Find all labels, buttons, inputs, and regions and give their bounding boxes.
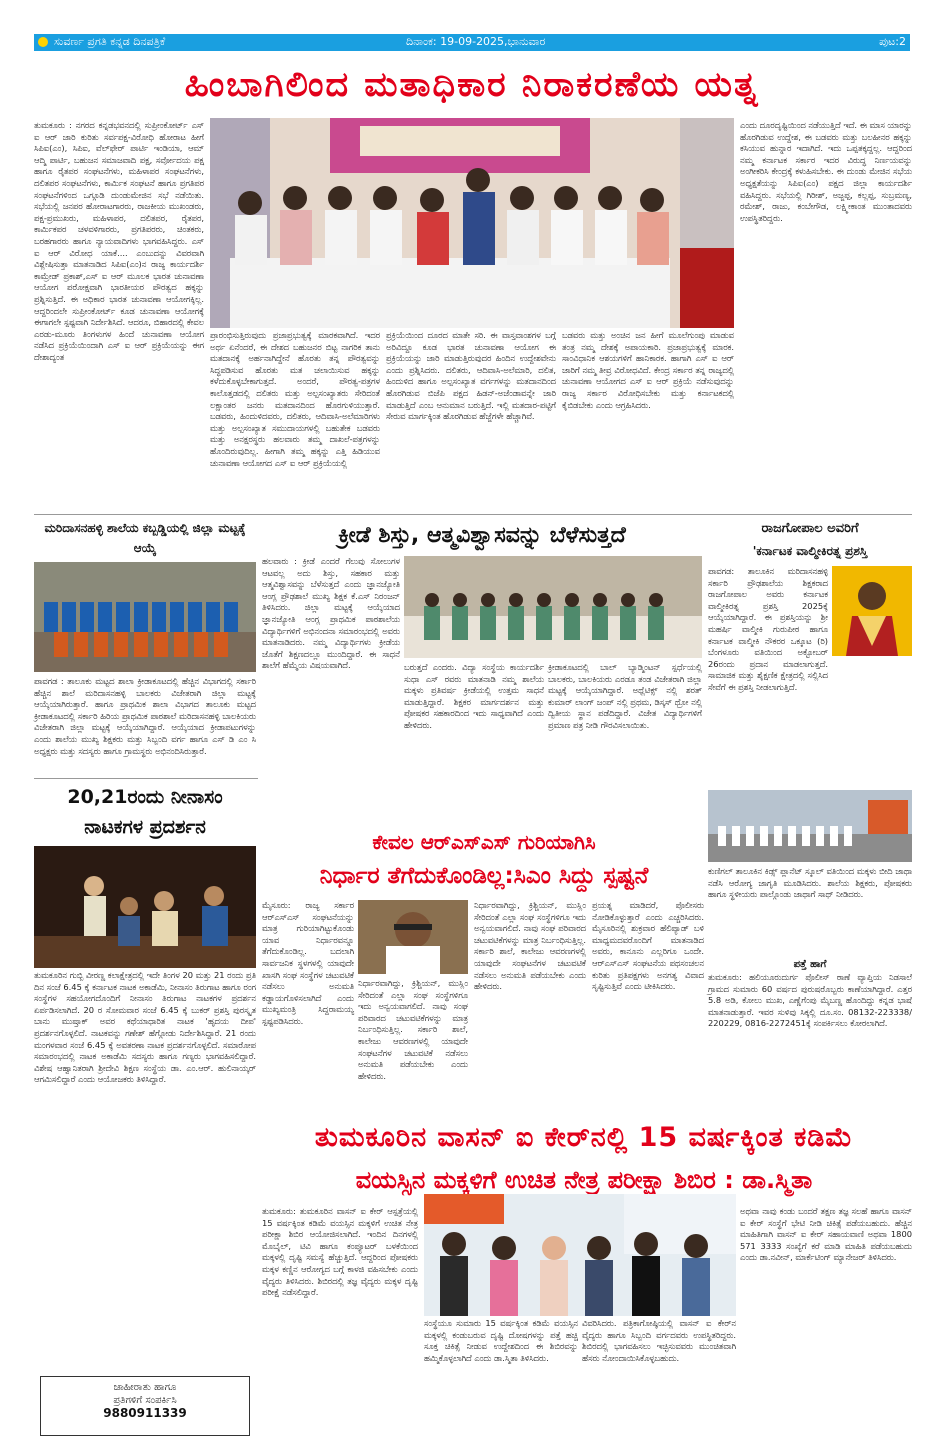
sports-col-1: ಹಲವಾರು : ಕ್ರೀಡೆ ಎಂದರೆ ಗೆಲುವು ಸೋಲುಗಳ ಆಟವಲ್ಲ ಅದು ಶಿಸ್ತು, ಸಹಕಾರ ಮತ್ತು ಆತ್ಮವಿಶ್ವಾಸವನ್ನು ಬೆಳೆಸುತ್ತದೆ ಎಂದು ಜ್ಞಾನಜ್ಯೋತಿ ಆಂಗ್ಲ ಪ್ರೌಢಶಾಲೆ ಮುಖ್ಯ ಶಿಕ್ಷಕ ಕೆ.ಎಸ್ ನಿರಂಜನ್ ತಿಳಿಸಿದರು. ಜಿಲ್ಲಾ ಮಟ್ಟಕ್ಕೆ ಆಯ್ಕೆಯಾದ ಜ್ಞಾನಜ್ಯೋತಿ ಆಂಗ್ಲ ಪ್ರಾಥಮಿಕ ಪಾಠಶಾಲೆಯ ವಿದ್ಯಾರ್ಥಿಗಳಿಗೆ ಅಭಿನಂದನಾ ಸಮಾರಂಭದಲ್ಲಿ ಅವರು ಮಾತನಾಡಿದರು. ನಮ್ಮ ವಿದ್ಯಾರ್ಥಿಗಳು ಕ್ರೀಡೆಯ ಜೊತೆಗೆ ಶಿಕ್ಷಣದಲ್ಲೂ ಮುಂದಿದ್ದಾರೆ. ಈ ಸಾಧನೆ ಶಾಲೆಗೆ ಹೆಮ್ಮೆಯ ವಿಷಯವಾಗಿದೆ. bbox=[262, 556, 400, 671]
sports-photo-illustration bbox=[404, 556, 702, 658]
kabaddi-team-photo bbox=[34, 562, 256, 672]
article-col-1: ತುಮಕೂರು : ನಗರದ ಕನ್ನಡಭವನದಲ್ಲಿ ಸುಪ್ರೀಂಕೋರ್ಟ್ ಎಸ್ ಐ ಆರ್ ಜಾರಿ ಕುರಿತು ಸರ್ವಪಕ್ಷ-ವಿರೋಧಿ ಹೋರಾಟ ಹೀಗೆ ಸಿಪಿಐ(ಎಂ), ಸಿಪಿಐ, ವೆಲ್‌ಫೇರ್ ಪಾರ್ಟಿ ಇಂಡಿಯಾ, ಆಮ್ ಆದ್ಮಿ ಪಾರ್ಟಿ, ಬಹುಜನ ಸಮಾಜವಾದಿ ಪಕ್ಷ, ಸರ್ವೋದಯ ಪಕ್ಷ ಹಾಗೂ ರೈತಪರ ಸಂಘಟನೆಗಳು, ಮಹಿಳಾಪರ ಸಂಘಟನೆಗಳು, ದಲಿತಪರ ಸಂಘಟನೆಗಳು, ಕಾರ್ಮಿಕ ಸಂಘಟನೆ ಹಾಗೂ ಪ್ರಗತಿಪರ ಸಂಘಟನೆಗಳಿಂದ ಒಗ್ಗೂಡಿ ದುಂಡುಮೇಜಿನ ಸಭೆ ನಡೆಯಿತು. ಸಭೆಯಲ್ಲಿ ಜನಪರ ಹೋರಾಟಗಾರರು, ರಾಜಕೀಯ ಮುಖಂಡರು, ಪಕ್ಷ-ಪ್ರಮುಖರು, ಮಹಿಳಾಪರ, ದಲಿತಪರ, ರೈತಪರ, ಕಾರ್ಮಿಕಪರ ಚಳವಳಿಗಾರರು, ಪ್ರಗತಿಪರರು, ಚಿಂತಕರು, ಬರಹಗಾರರು ಹಾಗೂ ನ್ಯಾಯವಾದಿಗಳು ಭಾಗವಹಿಸಿದ್ದರು. ಎಸ್ ಐ ಆರ್ ವಿರೋಧ ಯಾಕೆ.... ಎಂಬುದನ್ನು ವಿವರವಾಗಿ ವಿಶ್ಲೇಷಿಸುತ್ತಾ ಮಾತನಾಡಿದ ಸಿಪಿಐ(ಎಂ)ನ ರಾಜ್ಯ ಕಾರ್ಯದರ್ಶಿ ಕಾಮ್ರೇಡ್ ಪ್ರಕಾಶ್,ಎಸ್ ಐ ಆರ್ ಮೂಲಕ ಭಾರತ ಚುನಾವಣಾ ಆಯೋಗ ಪರೋಕ್ಷವಾಗಿ ಭಾರತೀಯರ ಪೌರತ್ವದ ಹಕ್ಕನ್ನು ಪ್ರಶ್ನಿಸುತ್ತಿದೆ. ಈ ಅಧಿಕಾರ ಭಾರತ ಚುನಾವಣಾ ಆಯೋಗಕ್ಕಿಲ್ಲ. ಆದ್ದರಿಂದಲೇ ಸುಪ್ರೀಂಕೋರ್ಟ್ ಕೂಡ ಚುನಾವಣಾ ಆಯೋಗಕ್ಕೆ ಈಗಾಗಲೇ ಸ್ಪಷ್ಟವಾಗಿ ನಿರ್ದೇಶಿಸಿದೆ. ಆದರೂ, ಬಿಹಾರದಲ್ಲಿ ಕೇವಲ ಎರಡು-ಮೂರು ತಿಂಗಳುಗಳ ಹಿಂದೆ ಚುನಾವಣಾ ಆಯೋಗ ನಡೆಸಿದ ಪ್ರಕ್ರಿಯೆಯಿಂದಾಗಿ ಎಸ್ ಐ ಆರ್ ಪ್ರಕ್ರಿಯೆಯನ್ನು ಈಗ ದೇಶಾದ್ಯಂತ bbox=[34, 120, 204, 362]
eye-headline-2: ವಯಸ್ಸಿನ ಮಕ್ಕಳಿಗೆ ಉಚಿತ ನೇತ್ರ ಪರೀಕ್ಷಾ ಶಿಬಿರ : ಡಾ.ಸ್ಮಿತಾ bbox=[355, 1166, 813, 1194]
missing-notice-title: ಪತ್ತೆ ಹಾಗೆ bbox=[793, 959, 827, 970]
school-body: ಪಾವಗಡ : ತಾಲೂಕು ಮಟ್ಟದ ಶಾಲಾ ಕ್ರೀಡಾಕೂಟದಲ್ಲಿ ಹೆಚ್ಚಿನ ವಿಭಾಗದಲ್ಲಿ ಸರ್ಕಾರಿ ಹೆಚ್ಚಿನ ಶಾಲೆ ಮರಿದಾಸನಹಳ್ಳಿ ಬಾಲಕರು ವಿಜೇತರಾಗಿ ಜಿಲ್ಲಾ ಮಟ್ಟಕ್ಕೆ ಆಯ್ಕೆಯಾಗಿರುತ್ತಾರೆ. ಹಾಗೂ ಪ್ರಾಥಮಿಕ ಶಾಲಾ ವಿಭಾಗದ ತಾಲೂಕು ಮಟ್ಟದ ಕ್ರೀಡಾಕೂಟದಲ್ಲಿ ಸರ್ಕಾರಿ ಹಿರಿಯ ಪ್ರಾಥಮಿಕ ಪಾಠಶಾಲೆ ಮರಿದಾಸನಹಳ್ಳಿ ಬಾಲಕಿಯರು ವಿಜೇತರಾಗಿ ಜಿಲ್ಲಾ ಮಟ್ಟಕ್ಕೆ ಆಯ್ಕೆಯಾಗಿದ್ದಾರೆ. ಆಯ್ಕೆಯಾದ ಕ್ರೀಡಾಪಟುಗಳನ್ನು ಎಂದು ಶಾಲೆಯ ಮುಖ್ಯ ಶಿಕ್ಷಕರು ಮತ್ತು ಸಿಬ್ಬಂದಿ ವರ್ಗ ಹಾಗೂ ಎಸ್ ಡಿ ಎಂ ಸಿ ಅಧ್ಯಕ್ಷರು ಮತ್ತು ಸದಸ್ಯರು ಹಾಗೂ ಗ್ರಾಮಸ್ಥರು ಅಭಿನಂದಿಸಿರುತ್ತಾರೆ. bbox=[34, 676, 256, 756]
school-headline: ಮರಿದಾಸನಹಳ್ಳಿ ಶಾಲೆಯ ಕಬ್ಬಡ್ಡಿಯಲ್ಲಿ ಜಿಲ್ಲಾ ಮಟ್ಟಕ್ಕೆ ಆಯ್ಕೆ bbox=[44, 521, 246, 555]
award-headline-2: 'ಕರ್ನಾಟಕ ವಾಲ್ಮೀಕಿರತ್ನ ಪ್ರಶಸ್ತಿ bbox=[752, 544, 868, 558]
eye-camp-photo bbox=[424, 1194, 736, 1316]
cm-headline-2: ನಿರ್ಧಾರ ತೆಗೆದುಕೊಂಡಿಲ್ಲ:ಸಿಎಂ ಸಿದ್ದು ಸ್ಪಷ್ಟನೆ bbox=[319, 863, 649, 889]
issue-date: ದಿನಾಂಕ: 19-09-2025,ಭಾನುವಾರ bbox=[406, 35, 546, 48]
masthead-bar bbox=[34, 34, 910, 51]
eye-col-4: ಅಥವಾ ನಾವು ಕಂಡು ಬಂದರೆ ತಕ್ಷಣ ತಜ್ಞ ಸಲಹೆ ಹಾಗೂ ವಾಸನ್ ಐ ಕೇರ್ ಸಂಸ್ಥೆಗೆ ಭೇಟಿ ನೀಡಿ ಚಿಕಿತ್ಸೆ ಪಡೆಯಬಹುದು. ಹೆಚ್ಚಿನ ಮಾಹಿತಿಗಾಗಿ ವಾಸನ್ ಐ ಕೇರ್ ಸಹಾಯವಾಣಿ ಅಥವಾ 1800 571 3333 ಸಂಖ್ಯೆಗೆ ಕರೆ ಮಾಡಿ ಮಾಹಿತಿ ಪಡೆಯಬಹುದು ಎಂದು ಡಾ.ನವೀನ್, ಮಾರ್ಕೆಟಿಂಗ್ ಮ್ಯಾನೇಜರ್ ತಿಳಿಸಿದರು. bbox=[740, 1206, 912, 1263]
eye-headline-1: ತುಮಕೂರಿನ ವಾಸನ್ ಐ ಕೇರ್‌ನಲ್ಲಿ 15 ವರ್ಷಕ್ಕಿಂತ ಕಡಿಮೆ bbox=[314, 1122, 854, 1153]
cm-col-1: ಮೈಸೂರು: ರಾಜ್ಯ ಸರ್ಕಾರ ಆರ್‌ಎಸ್‌ಎಸ್ ಸಂಘಟನೆಯನ್ನು ಮಾತ್ರ ಗುರಿಯಾಗಿಟ್ಟುಕೊಂಡು ಯಾವ ನಿರ್ಧಾರವನ್ನೂ ತೆಗೆದುಕೊಂಡಿಲ್ಲ. ಬದಲಾಗಿ ಸಾರ್ವಜನಿಕ ಸ್ಥಳಗಳಲ್ಲಿ ಯಾವುದೇ ಖಾಸಗಿ ಸಂಘ ಸಂಸ್ಥೆಗಳ ಚಟುವಟಿಕೆ ನಡೆಸಲು ಅನುಮತಿ ಕಡ್ಡಾಯಗೊಳಿಸಲಾಗಿದೆ ಎಂದು ಮುಖ್ಯಮಂತ್ರಿ ಸಿದ್ದರಾಮಯ್ಯ ಸ್ಪಷ್ಟಪಡಿಸಿದರು. bbox=[262, 900, 354, 1026]
theatre-headline-2: ನಾಟಕಗಳ ಪ್ರದರ್ಶನ bbox=[84, 816, 206, 838]
award-headline-1: ರಾಜಗೋಪಾಲ ಅವರಿಗೆ bbox=[761, 521, 859, 536]
meeting-photo-illustration bbox=[210, 118, 734, 328]
sports-col-2: ಬರುತ್ತದೆ ಎಂದರು. ವಿದ್ಯಾ ಸಂಸ್ಥೆಯ ಕಾರ್ಯದರ್ಶಿ ಸುಧಾ ಎಸ್ ರವರು ಮಾತನಾಡಿ ನಮ್ಮ ಶಾಲೆಯ ಮಕ್ಕಳು ಪ್ರತಿವರ್ಷ ಕ್ರೀಡೆಯಲ್ಲಿ ಉತ್ತಮ ಸಾಧನೆ ಮಾಡುತ್ತಿದ್ದಾರೆ. ಶಿಕ್ಷಕರ ಮಾರ್ಗದರ್ಶನ ಮತ್ತು ಪೋಷಕರ ಸಹಕಾರದಿಂದ ಇದು ಸಾಧ್ಯವಾಗಿದೆ ಎಂದು ಹೇಳಿದರು. bbox=[404, 662, 544, 730]
eye-col-2: ಸಂಸ್ಥೆಯೂ ಸುಮಾರು 15 ವರ್ಷಕ್ಕಿಂತ ಕಡಿಮೆ ವಯಸ್ಸಿನ ಮಕ್ಕಳಲ್ಲಿ ಕಂಡುಬರುವ ದೃಷ್ಟಿ ದೋಷಗಳನ್ನು ಪತ್ತೆ ಹಚ್ಚಿ ಸೂಕ್ತ ಚಿಕಿತ್ಸೆ ನೀಡುವ ಉದ್ದೇಶದಿಂದ ಈ ಶಿಬಿರವನ್ನು ಹಮ್ಮಿಕೊಳ್ಳಲಾಗಿದೆ ಎಂದು ಡಾ.ಸ್ಮಿತಾ ತಿಳಿಸಿದರು. bbox=[424, 1318, 578, 1363]
article-col-5: ಎಂದು ದೂರದೃಷ್ಟಿಯಿಂದ ನಡೆಯುತ್ತಿದೆ ಇದೆ. ಈ ಮಾಸ ಯಾರನ್ನು ಹೊರಗಿಡುವ ಉದ್ದೇಶ, ಈ ಬಡವರು ಮತ್ತು ಬಲಹೀನರ ಹಕ್ಕನ್ನು ಕಸಿಯುವ ಹುನ್ನಾರ ಇದಾಗಿದೆ. ಇದು ಒಪ್ಪತಕ್ಕದ್ದಲ್ಲ. ಆದ್ದರಿಂದ ನಮ್ಮ ಕರ್ನಾಟಕ ಸರ್ಕಾರ ಇದರ ವಿರುದ್ಧ ನಿರ್ಣಯವನ್ನು ಅಂಗೀಕರಿಸಿ ಕೇಂದ್ರಕ್ಕೆ ಕಳುಹಿಸಬೇಕು. ಈ ದುಂಡು ಮೇಜಿನ ಸಭೆಯ ಅಧ್ಯಕ್ಷತೆಯನ್ನು ಸಿಪಿಐ(ಎಂ) ಪಕ್ಷದ ಜಿಲ್ಲಾ ಕಾರ್ಯದರ್ಶಿ ವಹಿಸಿದ್ದರು. ಸಭೆಯಲ್ಲಿ ಗಿರೀಶ್, ಅಜ್ಜಪ್ಪ, ಕಲ್ಲಪ್ಪ, ಸುಬ್ರಮಣ್ಯ, ರಮೇಶ್, ರಾಜು, ಕಂಬೇಗೌಡ, ಲಕ್ಷ್ಮೀಕಾಂತ ಮುಂತಾದವರು ಉಪಸ್ಥಿತರಿದ್ದರು. bbox=[740, 120, 912, 223]
article-col-3: ಪ್ರಕ್ರಿಯೆಯಿಂದ ದೂರದ ಮಾತೇ ಸರಿ. ಈ ವಾಸ್ತವಾಂಶಗಳ ಬಗ್ಗೆ ಅರಿವಿದ್ದೂ ಕೂಡ ಭಾರತ ಚುನಾವಣಾ ಆಯೋಗ ಈ ಪ್ರಕ್ರಿಯೆಯನ್ನು ಜಾರಿ ಮಾಡುತ್ತಿರುವುದರ ಹಿಂದಿನ ಉದ್ದೇಶವೇನು ಎಂದು ಪ್ರಶ್ನಿಸಿದರು. ದಲಿತರು, ಆದಿವಾಸಿ-ಅಲೆಮಾರಿ, ದಲಿತ, ಹಿಂದುಳಿದ ಹಾಗೂ ಅಲ್ಪಸಂಖ್ಯಾತ ವರ್ಗಗಳನ್ನು ಮತದಾನದಿಂದ ಹೊರಗಿಡುವ ಬಿಜೆಪಿ ಪಕ್ಷದ ಹಿಡನ್-ಅಜೆಂಡಾವನ್ನೇ ಜಾರಿ ಮಾಡುತ್ತಿದೆ ಎಂಬ ಆನುಮಾನ ಬರುತ್ತಿದೆ. ಇಲ್ಲಿ ಮತದಾರ-ಪಟ್ಟಿಗೆ ಸೇರುವ ಮಾರ್ಗಕ್ಕಿಂತ ಹೊರಗಿಡುವ ಹೆಜ್ಜೆಗಳೇ ಹೆಚ್ಚಾಗಿವೆ. bbox=[386, 330, 556, 422]
awardee-portrait bbox=[832, 566, 912, 656]
cm-photo bbox=[358, 900, 468, 974]
eye-col-1: ತುಮಕೂರು: ತುಮಕೂರಿನ ವಾಸನ್ ಐ ಕೇರ್ ಆಸ್ಪತ್ರೆಯಲ್ಲಿ 15 ವರ್ಷಕ್ಕಿಂತ ಕಡಿಮೆ ವಯಸ್ಸಿನ ಮಕ್ಕಳಿಗೆ ಉಚಿತ ನೇತ್ರ ಪರೀಕ್ಷಾ ಶಿಬಿರ ಆಯೋಜಿಸಲಾಗಿದೆ. ಇಂದಿನ ದಿನಗಳಲ್ಲಿ ಮೊಬೈಲ್, ಟಿವಿ ಹಾಗೂ ಕಂಪ್ಯೂಟರ್ ಬಳಕೆಯಿಂದ ಮಕ್ಕಳಲ್ಲಿ ದೃಷ್ಟಿ ಸಮಸ್ಯೆ ಹೆಚ್ಚುತ್ತಿದೆ. ಆದ್ದರಿಂದ ಪೋಷಕರು ಮಕ್ಕಳ ಕಣ್ಣಿನ ಆರೋಗ್ಯದ ಬಗ್ಗೆ ಕಾಳಜಿ ವಹಿಸಬೇಕು ಎಂದು ವೈದ್ಯರು ತಿಳಿಸಿದರು. ಶಿಬಿರದಲ್ಲಿ ತಜ್ಞ ವೈದ್ಯರು ಮಕ್ಕಳ ದೃಷ್ಟಿ ಪರೀಕ್ಷೆ ನಡೆಸಲಿದ್ದಾರೆ. bbox=[262, 1206, 418, 1298]
theatre-body: ತುಮಕೂರಿನ ಗುಬ್ಬಿ ವೀರಣ್ಣ ಕಲಾಕ್ಷೇತ್ರದಲ್ಲಿ ಇದೇ ತಿಂಗಳ 20 ಮತ್ತು 21 ರಂದು ಪ್ರತಿ ದಿನ ಸಂಜೆ 6.45 ಕ್ಕೆ ಕರ್ನಾಟಕ ನಾಟಕ ಅಕಾಡೆಮಿ, ನೀನಾಸಂ ತಿರುಗಾಟ ಹಾಗೂ ರಂಗ ಸಂಸ್ಥೆಗಳ ಸಹಯೋಗದೊಂದಿಗೆ ನೀನಾಸಂ ತಿರುಗಾಟ ನಾಟಕಗಳ ಪ್ರದರ್ಶನ ಏರ್ಪಡಿಸಲಾಗಿದೆ. 20 ರ ಸೋಮವಾರ ಸಂಜೆ 6.45 ಕ್ಕೆ ಬುಕರ್ ಪ್ರಶಸ್ತಿ ಪುರಸ್ಕೃತ ಬಾನು ಮುಷ್ತಾಕ್ ಅವರ ಕಥೆಯಾಧಾರಿತ ನಾಟಕ 'ಹೃದಯ ದೀಪ' ಪ್ರದರ್ಶನಗೊಳ್ಳಲಿದೆ. ನಾಟಕವನ್ನು ಗಣೇಶ್ ಹೆಗ್ಗೋಡು ನಿರ್ದೇಶಿಸಿದ್ದಾರೆ. 21 ರಂದು ಮಂಗಳವಾರ ಸಂಜೆ 6.45 ಕ್ಕೆ ಅವತರಣಾ ನಾಟಕ ಪ್ರದರ್ಶನಗೊಳ್ಳಲಿದೆ. ಸಮಾರೋಪ ಸಮಾರಂಭದಲ್ಲಿ ನಾಟಕ ಅಕಾಡೆಮಿ ಸದಸ್ಯರು ಹಾಗೂ ಗಣ್ಯರು ಭಾಗವಹಿಸಲಿದ್ದಾರೆ. ವಿಶೇಷ ಆಹ್ವಾನಿತರಾಗಿ ಶ್ರೀದೇವಿ ಶಿಕ್ಷಣ ಸಂಸ್ಥೆಯ ಡಾ. ಎಂ.ಆರ್. ಹುಲಿನಾಯ್ಕರ್ ಆಗಮಿಸಲಿದ್ದಾರೆ ಎಂದು ಆಯೋಜಕರು ತಿಳಿಸಿದ್ದಾರೆ. bbox=[34, 970, 256, 1085]
rally-body: ಕುಣಿಗಲ್ ತಾಲೂಕಿನ ಕಿಡ್ಸ್ ಪ್ಲಾನೆಟ್ ಸ್ಕೂಲ್ ವತಿಯಿಂದ ಮಕ್ಕಳು ಬೀದಿ ಜಾಥಾ ನಡೆಸಿ ಆರೋಗ್ಯ ಜಾಗೃತಿ ಮೂಡಿಸಿದರು. ಶಾಲೆಯ ಶಿಕ್ಷಕರು, ಪೋಷಕರು ಹಾಗೂ ಸ್ಥಳೀಯರು ಪಾಲ್ಗೊಂಡು ಜಾಥಾಗೆ ಸಾಥ್ ನೀಡಿದರು. bbox=[708, 866, 912, 900]
rally-photo-illustration bbox=[708, 790, 912, 862]
cm-headline-1: ಕೇವಲ ಆರ್‌ಎಸ್‌ಎಸ್ ಗುರಿಯಾಗಿಸಿ bbox=[372, 830, 596, 854]
cm-col-3-a: ನಿರ್ಧಾರವಾಗಿದ್ದು, ಕ್ರಿಶ್ಚಿಯನ್, ಮುಸ್ಲಿಂ ಸೇರಿದಂತೆ ಎಲ್ಲಾ ಸಂಘ ಸಂಸ್ಥೆಗಳಿಗೂ ಇದು ಅನ್ವಯವಾಗಲಿದೆ. ನಾವು ಸಂಘ ಪರಿವಾರದ ಚಟುವಟಿಕೆಗಳನ್ನು ಮಾತ್ರ ನಿರ್ಬಂಧಿಸುತ್ತಿಲ್ಲ. ಸರ್ಕಾರಿ ಶಾಲೆ, ಕಾಲೇಜು ಆವರಣಗಳಲ್ಲಿ ಯಾವುದೇ ಸಂಘಟನೆಗಳ ಚಟುವಟಿಕೆ ನಡೆಸಲು ಅನುಮತಿ ಪಡೆಯಬೇಕು ಎಂದು ಹೇಳಿದರು. bbox=[474, 900, 586, 992]
cm-col-3: ಪ್ರಯತ್ನ ಮಾಡಿದರೆ, ಪೊಲೀಸರು ನೋಡಿಕೊಳ್ಳುತ್ತಾರೆ ಎಂದು ಎಚ್ಚರಿಸಿದರು. ಮೈಸೂರಿನಲ್ಲಿ ಶುಕ್ರವಾರ ಹೆಲಿಪ್ಯಾಡ್ ಬಳಿ ಮಾಧ್ಯಮದವರೊಂದಿಗೆ ಮಾತನಾಡಿದ ಅವರು, ಕಾನೂನು ಎಲ್ಲರಿಗೂ ಒಂದೇ. ಆರ್‌ಎಸ್‌ಎಸ್ ಸಂಘಟನೆಯ ಪಥಸಂಚಲನ ಕುರಿತು ಪ್ರತಿಪಕ್ಷಗಳು ಅನಗತ್ಯ ವಿವಾದ ಸೃಷ್ಟಿಸುತ್ತಿವೆ ಎಂದು ಟೀಕಿಸಿದರು. bbox=[592, 900, 704, 992]
eye-camp-photo-illustration bbox=[424, 1194, 736, 1316]
masthead-title: ಸುವರ್ಣ ಪ್ರಗತಿ ಕನ್ನಡ ದಿನಪತ್ರಿಕೆ bbox=[54, 35, 166, 48]
theatre-headline-1: 20,21ರಂದು ನೀನಾಸಂ bbox=[67, 786, 223, 808]
theatre-photo-illustration bbox=[34, 846, 256, 968]
cm-photo-illustration bbox=[358, 900, 468, 974]
sports-photo bbox=[404, 556, 702, 658]
kabaddi-team-illustration bbox=[34, 562, 256, 672]
cm-col-2: ನಿರ್ಧಾರವಾಗಿದ್ದು, ಕ್ರಿಶ್ಚಿಯನ್, ಮುಸ್ಲಿಂ ಸೇರಿದಂತೆ ಎಲ್ಲಾ ಸಂಘ ಸಂಸ್ಥೆಗಳಿಗೂ ಇದು ಅನ್ವಯವಾಗಲಿದೆ. ನಾವು ಸಂಘ ಪರಿವಾರದ ಚಟುವಟಿಕೆಗಳನ್ನು ಮಾತ್ರ ನಿರ್ಬಂಧಿಸುತ್ತಿಲ್ಲ. ಸರ್ಕಾರಿ ಶಾಲೆ, ಕಾಲೇಜು ಆವರಣಗಳಲ್ಲಿ ಯಾವುದೇ ಸಂಘಟನೆಗಳ ಚಟುವಟಿಕೆ ನಡೆಸಲು ಅನುಮತಿ ಪಡೆಯಬೇಕು ಎಂದು ಹೇಳಿದರು. bbox=[358, 978, 468, 1081]
main-headline: ಹಿಂಬಾಗಿಲಿಂದ ಮತಾಧಿಕಾರ ನಿರಾಕರಣೆಯ ಯತ್ನ bbox=[184, 65, 760, 105]
ad-box bbox=[40, 1376, 250, 1436]
eye-col-3: ವಿವರಿಸಿದರು. ಪತ್ರಿಕಾಗೋಷ್ಠಿಯಲ್ಲಿ ವಾಸನ್ ಐ ಕೇರ್‌ನ ವೈದ್ಯರು ಹಾಗೂ ಸಿಬ್ಬಂದಿ ವರ್ಗದವರು ಉಪಸ್ಥಿತರಿದ್ದರು. ಶಿಬಿರದಲ್ಲಿ ಭಾಗವಹಿಸಲು ಇಚ್ಛಿಸುವವರು ಮುಂಚಿತವಾಗಿ ಹೆಸರು ನೋಂದಾಯಿಸಿಕೊಳ್ಳಬಹುದು. bbox=[582, 1318, 736, 1363]
meeting-photo bbox=[210, 118, 734, 328]
ad-line-1: ಜಾಹೀರಾತು ಹಾಗೂ bbox=[113, 1382, 177, 1393]
rally-photo bbox=[708, 790, 912, 862]
ad-line-2: ಪ್ರತಿಗಳಿಗೆ ಸಂಪರ್ಕಿಸಿ bbox=[113, 1395, 177, 1406]
theatre-photo bbox=[34, 846, 256, 968]
logo-icon bbox=[38, 37, 48, 47]
awardee-portrait-illustration bbox=[832, 566, 912, 656]
page-number: ಪುಟ:2 bbox=[879, 35, 906, 48]
award-body: ಪಾವಗಡ: ತಾಲೂಕಿನ ಮರಿದಾಸನಹಳ್ಳಿ ಸರ್ಕಾರಿ ಪ್ರೌಢಶಾಲೆಯ ಶಿಕ್ಷಕರಾದ ರಾಜಗೋಪಾಲ ಅವರು ಕರ್ನಾಟಕ ವಾಲ್ಮೀಕಿರತ್ನ ಪ್ರಶಸ್ತಿ 2025ಕ್ಕೆ ಆಯ್ಕೆಯಾಗಿದ್ದಾರೆ. ಈ ಪ್ರಶಸ್ತಿಯನ್ನು ಶ್ರೀ ಮಹರ್ಷಿ ವಾಲ್ಮೀಕಿ ಗುರುಪೀಠ ಹಾಗೂ ಕರ್ನಾಟಕ ವಾಲ್ಮೀಕಿ ನೌಕರರ ಒಕ್ಕೂಟ (ರಿ) ಬೆಂಗಳೂರು ವತಿಯಿಂದ ಅಕ್ಟೋಬರ್ 26ರಂದು ಪ್ರದಾನ ಮಾಡಲಾಗುತ್ತದೆ. ಸಾಮಾಜಿಕ ಮತ್ತು ಶೈಕ್ಷಣಿಕ ಕ್ಷೇತ್ರದಲ್ಲಿ ಸಲ್ಲಿಸಿದ ಸೇವೆಗೆ ಈ ಪ್ರಶಸ್ತಿ ನೀಡಲಾಗುತ್ತಿದೆ. bbox=[708, 566, 828, 692]
article-col-2: ಪ್ರಾರಂಭಿಸುತ್ತಿರುವುದು ಪ್ರಜಾಪ್ರಭುತ್ವಕ್ಕೆ ಮಾರಕವಾಗಿದೆ. ಇದರ ಅರ್ಥ ಏನೆಂದರೆ, ಈ ದೇಶದ ಬಹುಜನರ ಬಿಟ್ಟ ನಾಗರಿಕ ತಾನು ಮತದಾನಕ್ಕೆ ಅರ್ಹನಾಗಿದ್ದೇನೆ ಹೊರತು ತನ್ನ ಪೌರತ್ವವನ್ನು ಸಿದ್ಧಪಡಿಸುವ ಹೊರತು ಮತ ಚಲಾಯಿಸುವ ಹಕ್ಕನ್ನು ಕಳೆದುಕೊಳ್ಳಬೇಕಾಗುತ್ತದೆ. ಅಂದರೆ, ಪೌರತ್ವ-ಪತ್ರಗಳ ಕಾಲೊತ್ತಡದಲ್ಲಿ ದಲಿತರು ಮತ್ತು ಅಲ್ಪಸಂಖ್ಯಾತರು ಸೇರಿದಂತೆ ಲಕ್ಷಾಂತರ ಜನರು ಮತದಾನದಿಂದ ಹೊರಗುಳಿಯುತ್ತಾರೆ. ಬಡವರು, ಹಿಂದುಳಿದವರು, ದಲಿತರು, ಆದಿವಾಸಿ-ಅಲೆಮಾರಿಗಳು ಮತ್ತು ಅಲ್ಪಸಂಖ್ಯಾತ ಸಮುದಾಯಗಳಲ್ಲಿ ಬಹುತೇಕ ಬಡವರು ಮತ್ತು ಅನಕ್ಷರಸ್ಥರು ಹಲವಾರು ತಮ್ಮ ದಾಖಲೆ-ಪತ್ರಗಳನ್ನು ಹೊಂದಿರುವುದಿಲ್ಲ. ಹೀಗಾಗಿ ತಮ್ಮ ಹಕ್ಕನ್ನು ಎತ್ತಿ ಹಿಡಿಯುವ ಚುನಾವಣಾ ಆಯೋಗದ ಎಸ್ ಐ ಆರ್ ಪ್ರಕ್ರಿಯೆಯಲ್ಲಿ bbox=[210, 330, 380, 468]
divider bbox=[34, 778, 258, 779]
divider bbox=[34, 514, 912, 515]
article-col-4: ಬಡವರು ಮತ್ತು ಅಂಚಿನ ಜನ ಹೀಗೆ ಮೂಲೆಗುಂಪು ಮಾಡುವ ತಂತ್ರ ನಮ್ಮ ದೇಶಕ್ಕೆ ಅಪಾಯಕಾರಿ. ಪ್ರಜಾಪ್ರಭುತ್ವಕ್ಕೆ ಮಾರಕ. ಸಾಂವಿಧಾನಿಕ ಆಶಯಗಳಿಗೆ ಹಾನಿಕಾರಕ. ಹಾಗಾಗಿ ಎಸ್ ಐ ಆರ್ ಜಾರಿಗೆ ನಮ್ಮ ತೀವ್ರ ವಿರೋಧವಿದೆ. ಕೇಂದ್ರ ಸರ್ಕಾರ ತನ್ನ ರಾಜ್ಯದಲ್ಲಿ ಚುನಾವಣಾ ಆಯೋಗದ ಎಸ್ ಐ ಆರ್ ಪ್ರಕ್ರಿಯೆ ನಡೆಸುವುದನ್ನು ರಾಜ್ಯ ಸರ್ಕಾರ ವಿರೋಧಿಸಬೇಕು ಮತ್ತು ಕರ್ನಾಟಕದಲ್ಲಿ ಕೈಬಿಡಬೇಕು ಎಂದು ಆಗ್ರಹಿಸಿದರು. bbox=[562, 330, 734, 410]
sports-col-3: ಕ್ರೀಡಾಕೂಟದಲ್ಲಿ ಬಾಲ್ ಬ್ಯಾಡ್ಮಿಂಟನ್ ಸ್ಪರ್ಧೆಯಲ್ಲಿ ಬಾಲಕರು, ಬಾಲಕಿಯರು ಎರಡೂ ತಂಡ ವಿಜೇತರಾಗಿ ಜಿಲ್ಲಾ ಮಟ್ಟಕ್ಕೆ ಆಯ್ಕೆಯಾಗಿದ್ದಾರೆ. ಅಥ್ಲೆಟಿಕ್ಸ್ ನಲ್ಲಿ ಶರತ್ ಕುಮಾರ್ ಲಾಂಗ್ ಜಂಪ್ ನಲ್ಲಿ ಪ್ರಥಮ, ಡಿಸ್ಕಸ್ ಥ್ರೋ ನಲ್ಲಿ ದ್ವಿತೀಯ ಸ್ಥಾನ ಪಡೆದಿದ್ದಾರೆ. ವಿಜೇತ ವಿದ್ಯಾರ್ಥಿಗಳಿಗೆ ಪ್ರಮಾಣ ಪತ್ರ ನೀಡಿ ಗೌರವಿಸಲಾಯಿತು. bbox=[548, 662, 702, 730]
missing-notice-body: ತುಮಕೂರು: ಹಲಿಯೂರುದುರ್ಗ ಪೊಲೀಸ್ ಠಾಣೆ ವ್ಯಾಪ್ತಿಯ ನಿಡಸಾಲೆ ಗ್ರಾಮದ ಸುಮಾರು 60 ವರ್ಷದ ಪುರುಷರೊಬ್ಬರು ಕಾಣೆಯಾಗಿದ್ದಾರೆ. ಎತ್ತರ 5.8 ಅಡಿ, ಕೋಲು ಮುಖ, ಎಣ್ಣೆಗೆಂಪು ಮೈಬಣ್ಣ ಹೊಂದಿದ್ದು ಕನ್ನಡ ಭಾಷೆ ಮಾತನಾಡುತ್ತಾರೆ. ಇವರ ಸುಳಿವು ಸಿಕ್ಕಲ್ಲಿ ದೂ.ಸಂ. 08132-223338/ 220229, 0816-2272451ಕ್ಕೆ ಸಂಪರ್ಕಿಸಲು ಕೋರಲಾಗಿದೆ. bbox=[708, 972, 912, 1029]
sports-headline: ಕ್ರೀಡೆ ಶಿಸ್ತು, ಆತ್ಮವಿಶ್ವಾಸವನ್ನು ಬೆಳೆಸುತ್ತದೆ bbox=[338, 523, 626, 548]
ad-phone: 9880911339 bbox=[103, 1406, 187, 1420]
